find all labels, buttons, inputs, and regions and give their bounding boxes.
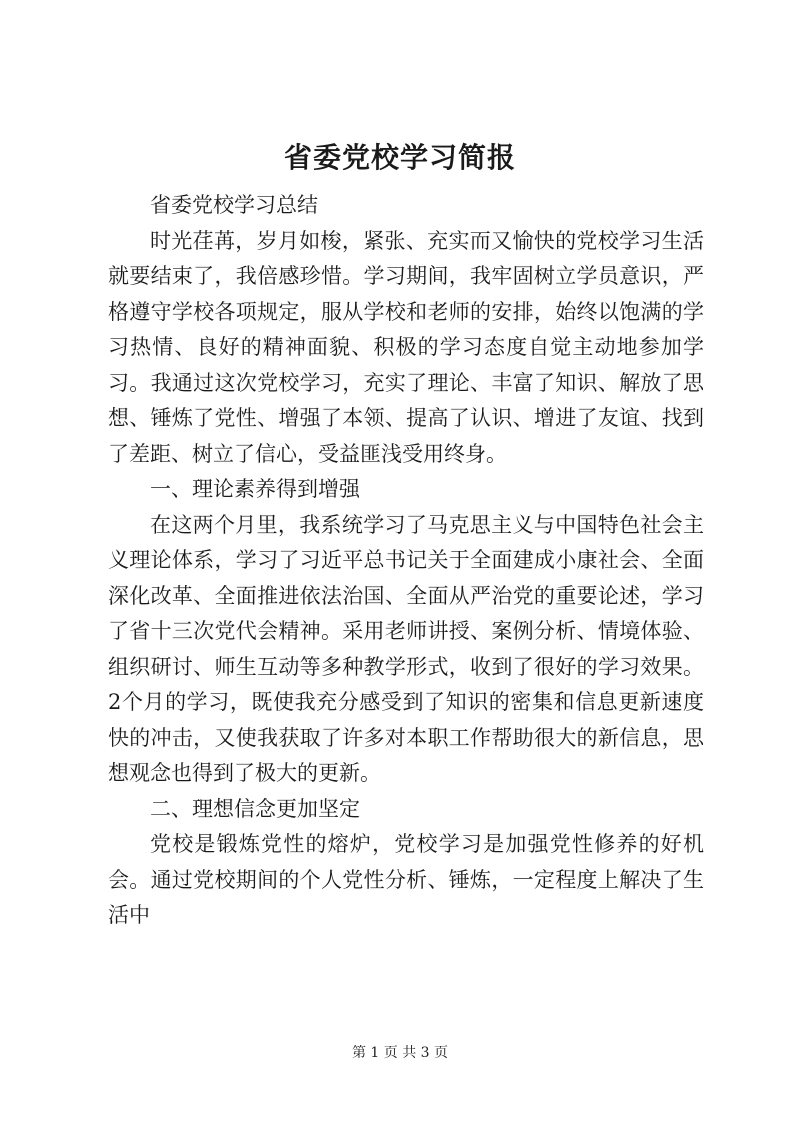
section-heading-2: 二、理想信念更加坚定	[150, 796, 360, 821]
section-2-paragraph: 党校是锻炼党性的熔炉，党校学习是加强党性修养的好机会。通过党校期间的个人党性分析、锤炼，一定程度上解决了生活中	[108, 832, 704, 927]
document-body	[108, 188, 704, 934]
document-title: 省委党校学习简报	[283, 141, 516, 174]
intro-paragraph: 时光荏苒，岁月如梭，紧张、充实而又愉快的党校学习生活就要结束了，我倍感珍惜。学习期间，我牢固树立学员意识，严格遵守学校各项规定，服从学校和老师的安排，始终以饱满的学习热情、良好的精神面貌、积极的学习态度自觉主动地参加学习。我通过这次党校学习，充实了理论、丰富了知识、解放了思想、锤炼了党性、增强了本领、提高了认识、增进了友谊、找到了差距、树立了信心，受益匪浅受用终身。	[108, 228, 704, 466]
page-footer: 第 1 页 共 3 页	[351, 1045, 449, 1061]
subtitle-paragraph: 省委党校学习总结	[150, 193, 318, 217]
section-1-paragraph: 在这两个月里，我系统学习了马克思主义与中国特色社会主义理论体系，学习了习近平总书记关于全面建成小康社会、全面深化改革、全面推进依法治国、全面从严治党的重要论述，学习了省十三次党代会精神。采用老师讲授、案例分析、情境体验、组织研讨、师生互动等多种教学形式，收到了很好的学习效果。2个月的学习，既使我充分感受到了知识的密集和信息更新速度快的冲击，又使我获取了许多对本职工作帮助很大的新信息，思想观念也得到了极大的更新。	[108, 512, 704, 785]
section-heading-1: 一、理论素养得到增强	[150, 477, 360, 501]
